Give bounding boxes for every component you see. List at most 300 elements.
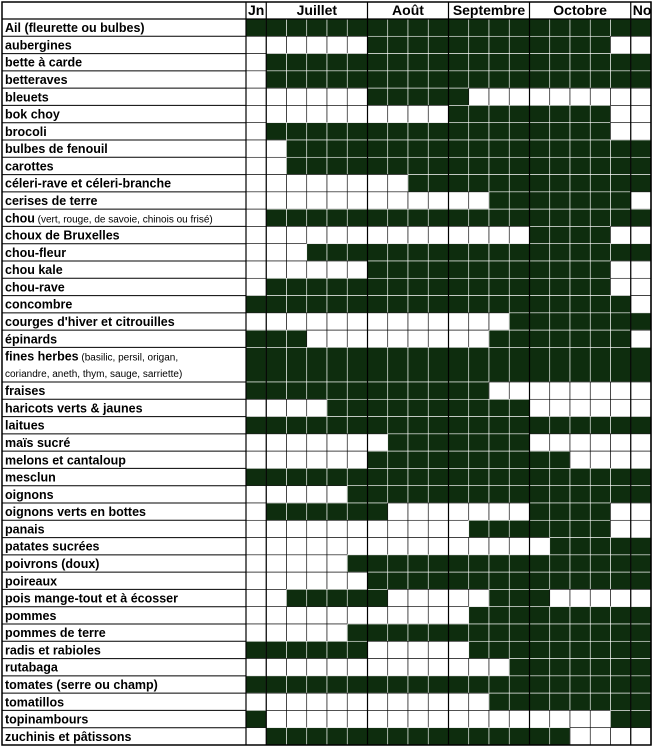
week-cell-unavailable — [570, 382, 590, 399]
week-cell-available — [509, 676, 529, 693]
week-cell-available — [570, 659, 590, 676]
week-cell-available — [570, 347, 590, 382]
week-cell-available — [307, 244, 327, 261]
week-cell-available — [368, 123, 388, 140]
week-cell-available — [408, 123, 428, 140]
week-cell-available — [408, 209, 428, 226]
week-cell-available — [570, 105, 590, 122]
week-cell-unavailable — [287, 175, 307, 192]
week-cell-unavailable — [287, 105, 307, 122]
week-cell-available — [469, 728, 489, 745]
week-cell-available — [509, 19, 529, 36]
week-cell-available — [246, 330, 266, 347]
week-cell-available — [327, 399, 347, 416]
week-cell-unavailable — [246, 140, 266, 157]
week-cell-unavailable — [266, 710, 286, 727]
week-cell-available — [489, 296, 509, 313]
week-cell-available — [287, 330, 307, 347]
week-cell-unavailable — [368, 659, 388, 676]
row-label — [5, 643, 101, 657]
week-cell-unavailable — [449, 313, 469, 330]
week-cell-unavailable — [469, 226, 489, 243]
week-cell-available — [327, 140, 347, 157]
row-label — [5, 557, 99, 571]
row-label — [5, 332, 57, 346]
week-cell-available — [307, 296, 327, 313]
month-label: Juillet — [296, 2, 338, 18]
table-row — [5, 503, 651, 520]
week-cell-unavailable — [449, 520, 469, 537]
week-cell-available — [368, 347, 388, 382]
week-cell-unavailable — [266, 572, 286, 589]
week-cell-unavailable — [246, 589, 266, 606]
week-cell-available — [408, 382, 428, 399]
week-cell-unavailable — [307, 451, 327, 468]
week-cell-available — [550, 175, 570, 192]
week-cell-available — [550, 693, 570, 710]
week-cell-unavailable — [266, 607, 286, 624]
week-cell-available — [368, 36, 388, 53]
week-cell-available — [266, 123, 286, 140]
week-cell-unavailable — [530, 88, 550, 105]
week-cell-available — [550, 296, 570, 313]
week-cell-available — [631, 244, 651, 261]
week-cell-available — [570, 503, 590, 520]
week-cell-available — [428, 261, 448, 278]
week-cell-available — [388, 19, 408, 36]
week-cell-unavailable — [388, 313, 408, 330]
week-cell-available — [590, 175, 610, 192]
week-cell-unavailable — [449, 503, 469, 520]
week-cell-unavailable — [307, 538, 327, 555]
week-cell-unavailable — [428, 313, 448, 330]
row-label — [5, 349, 178, 363]
week-cell-available — [449, 555, 469, 572]
week-cell-available — [550, 624, 570, 641]
week-cell-unavailable — [530, 434, 550, 451]
week-cell-available — [631, 641, 651, 658]
week-cell-available — [509, 278, 529, 295]
table-row — [5, 313, 651, 330]
week-cell-available — [550, 728, 570, 745]
week-cell-available — [449, 244, 469, 261]
week-cell-available — [428, 728, 448, 745]
week-cell-available — [307, 19, 327, 36]
week-cell-unavailable — [408, 693, 428, 710]
week-cell-available — [509, 105, 529, 122]
week-cell-available — [368, 503, 388, 520]
week-cell-unavailable — [408, 226, 428, 243]
week-cell-unavailable — [611, 278, 631, 295]
week-cell-unavailable — [428, 659, 448, 676]
week-cell-unavailable — [307, 192, 327, 209]
week-cell-available — [550, 538, 570, 555]
week-cell-available — [489, 468, 509, 485]
week-cell-unavailable — [611, 503, 631, 520]
week-cell-available — [550, 468, 570, 485]
week-cell-available — [327, 157, 347, 174]
week-cell-available — [489, 19, 509, 36]
week-cell-available — [368, 555, 388, 572]
week-cell-available — [509, 157, 529, 174]
row-label-text: haricots verts & jaunes — [5, 401, 143, 416]
week-cell-unavailable — [287, 693, 307, 710]
week-cell-unavailable — [327, 434, 347, 451]
week-cell-unavailable — [246, 157, 266, 174]
week-cell-available — [611, 54, 631, 71]
week-cell-available — [550, 330, 570, 347]
week-cell-unavailable — [266, 555, 286, 572]
week-cell-available — [570, 244, 590, 261]
week-cell-unavailable — [287, 192, 307, 209]
row-label — [5, 488, 54, 502]
week-cell-available — [590, 468, 610, 485]
week-cell-available — [590, 538, 610, 555]
week-cell-available — [611, 676, 631, 693]
week-cell-available — [590, 105, 610, 122]
week-cell-available — [388, 157, 408, 174]
week-cell-unavailable — [428, 693, 448, 710]
week-cell-available — [469, 676, 489, 693]
week-cell-available — [550, 123, 570, 140]
week-cell-unavailable — [347, 226, 367, 243]
week-cell-available — [570, 693, 590, 710]
row-label-text: chou kale — [5, 263, 63, 278]
week-cell-available — [246, 296, 266, 313]
week-cell-unavailable — [469, 710, 489, 727]
week-cell-available — [287, 157, 307, 174]
month-label: Septembre — [452, 2, 526, 18]
week-cell-unavailable — [489, 710, 509, 727]
week-cell-available — [347, 468, 367, 485]
week-cell-available — [570, 555, 590, 572]
week-cell-unavailable — [590, 434, 610, 451]
week-cell-available — [287, 641, 307, 658]
week-cell-available — [368, 486, 388, 503]
week-cell-unavailable — [246, 209, 266, 226]
week-cell-available — [530, 313, 550, 330]
month-label: Août — [392, 2, 424, 18]
week-cell-available — [590, 140, 610, 157]
week-cell-available — [590, 641, 610, 658]
week-cell-unavailable — [611, 36, 631, 53]
week-cell-available — [428, 36, 448, 53]
week-cell-available — [388, 88, 408, 105]
week-cell-unavailable — [570, 451, 590, 468]
week-cell-unavailable — [428, 538, 448, 555]
week-cell-available — [590, 520, 610, 537]
week-cell-unavailable — [327, 88, 347, 105]
row-label — [5, 73, 68, 87]
week-cell-available — [347, 71, 367, 88]
week-cell-unavailable — [266, 520, 286, 537]
table-row — [5, 140, 651, 157]
week-cell-available — [631, 468, 651, 485]
week-cell-available — [530, 123, 550, 140]
week-cell-available — [509, 54, 529, 71]
week-cell-available — [550, 347, 570, 382]
week-cell-available — [388, 572, 408, 589]
week-cell-unavailable — [327, 538, 347, 555]
row-label — [5, 21, 145, 35]
row-label — [5, 401, 143, 415]
week-cell-unavailable — [408, 192, 428, 209]
week-cell-unavailable — [408, 105, 428, 122]
week-cell-available — [388, 244, 408, 261]
week-cell-available — [287, 123, 307, 140]
week-cell-available — [611, 624, 631, 641]
week-cell-available — [509, 296, 529, 313]
week-cell-available — [408, 434, 428, 451]
week-cell-available — [347, 123, 367, 140]
week-cell-unavailable — [449, 538, 469, 555]
week-cell-unavailable — [449, 607, 469, 624]
week-cell-unavailable — [489, 382, 509, 399]
week-cell-unavailable — [469, 503, 489, 520]
week-cell-unavailable — [287, 88, 307, 105]
week-cell-available — [388, 209, 408, 226]
row-label — [5, 384, 45, 398]
week-cell-unavailable — [611, 589, 631, 606]
week-cell-available — [347, 503, 367, 520]
week-cell-unavailable — [307, 175, 327, 192]
week-cell-available — [246, 382, 266, 399]
week-cell-available — [469, 54, 489, 71]
week-cell-available — [449, 296, 469, 313]
week-cell-unavailable — [408, 641, 428, 658]
week-cell-available — [469, 261, 489, 278]
week-cell-unavailable — [590, 589, 610, 606]
week-cell-unavailable — [246, 313, 266, 330]
week-cell-unavailable — [570, 728, 590, 745]
week-cell-available — [307, 71, 327, 88]
week-cell-unavailable — [246, 105, 266, 122]
week-cell-available — [347, 624, 367, 641]
week-cell-available — [449, 71, 469, 88]
row-label — [5, 315, 175, 329]
week-cell-unavailable — [246, 728, 266, 745]
week-cell-unavailable — [287, 520, 307, 537]
week-cell-available — [347, 244, 367, 261]
week-cell-available — [611, 71, 631, 88]
week-cell-available — [347, 676, 367, 693]
week-cell-unavailable — [631, 382, 651, 399]
week-cell-available — [408, 468, 428, 485]
week-cell-available — [327, 19, 347, 36]
row-label — [5, 298, 72, 312]
week-cell-available — [570, 538, 590, 555]
week-cell-available — [287, 278, 307, 295]
row-label-text: Ail (fleurette ou bulbes) — [5, 21, 145, 36]
week-cell-available — [327, 382, 347, 399]
week-cell-unavailable — [570, 434, 590, 451]
week-cell-unavailable — [570, 88, 590, 105]
week-cell-unavailable — [550, 710, 570, 727]
week-cell-unavailable — [246, 36, 266, 53]
week-cell-available — [530, 589, 550, 606]
week-cell-unavailable — [307, 434, 327, 451]
week-cell-unavailable — [287, 572, 307, 589]
week-cell-available — [509, 140, 529, 157]
row-label — [5, 453, 126, 467]
week-cell-available — [530, 244, 550, 261]
week-cell-unavailable — [408, 313, 428, 330]
week-cell-available — [408, 728, 428, 745]
week-cell-available — [550, 641, 570, 658]
week-cell-unavailable — [408, 589, 428, 606]
row-label-text: fraises — [5, 384, 46, 399]
week-cell-available — [469, 244, 489, 261]
row-label — [5, 211, 213, 225]
week-cell-unavailable — [631, 589, 651, 606]
week-cell-available — [246, 468, 266, 485]
week-cell-available — [469, 624, 489, 641]
week-cell-available — [509, 728, 529, 745]
week-cell-available — [368, 572, 388, 589]
week-cell-available — [509, 486, 529, 503]
week-cell-available — [449, 434, 469, 451]
week-cell-available — [469, 157, 489, 174]
week-cell-available — [550, 417, 570, 434]
week-cell-available — [611, 313, 631, 330]
week-cell-available — [570, 71, 590, 88]
week-cell-available — [631, 313, 651, 330]
week-cell-available — [530, 555, 550, 572]
week-cell-unavailable — [408, 710, 428, 727]
week-cell-available — [550, 244, 570, 261]
week-cell-unavailable — [246, 399, 266, 416]
week-cell-available — [590, 347, 610, 382]
row-label-text: maïs sucré — [5, 436, 71, 450]
week-cell-available — [428, 123, 448, 140]
week-cell-available — [631, 710, 651, 727]
week-cell-available — [489, 278, 509, 295]
week-cell-unavailable — [469, 538, 489, 555]
week-cell-available — [307, 468, 327, 485]
week-cell-available — [530, 105, 550, 122]
week-cell-unavailable — [327, 520, 347, 537]
week-cell-available — [408, 36, 428, 53]
week-cell-available — [590, 676, 610, 693]
week-cell-unavailable — [287, 555, 307, 572]
week-cell-available — [388, 399, 408, 416]
week-cell-available — [368, 382, 388, 399]
week-cell-unavailable — [266, 399, 286, 416]
week-cell-unavailable — [388, 607, 408, 624]
week-cell-available — [449, 624, 469, 641]
week-cell-available — [570, 468, 590, 485]
week-cell-unavailable — [631, 728, 651, 745]
week-cell-available — [530, 486, 550, 503]
row-label-text: épinards — [5, 332, 58, 347]
week-cell-available — [449, 54, 469, 71]
week-cell-unavailable — [570, 710, 590, 727]
week-cell-available — [590, 192, 610, 209]
week-cell-unavailable — [590, 728, 610, 745]
week-cell-unavailable — [368, 175, 388, 192]
table-row — [5, 399, 651, 416]
week-cell-unavailable — [388, 693, 408, 710]
week-cell-unavailable — [246, 693, 266, 710]
month-label: Octobre — [553, 2, 607, 18]
week-cell-available — [530, 330, 550, 347]
row-label — [5, 713, 88, 727]
week-cell-unavailable — [266, 659, 286, 676]
week-cell-available — [287, 417, 307, 434]
week-cell-available — [327, 278, 347, 295]
week-cell-available — [570, 19, 590, 36]
week-cell-available — [530, 572, 550, 589]
week-cell-available — [550, 19, 570, 36]
week-cell-unavailable — [590, 88, 610, 105]
week-cell-available — [408, 486, 428, 503]
row-label-text: poireaux — [5, 574, 58, 589]
week-cell-available — [428, 88, 448, 105]
week-cell-available — [509, 175, 529, 192]
week-cell-available — [611, 572, 631, 589]
week-cell-available — [368, 157, 388, 174]
week-cell-available — [347, 399, 367, 416]
week-cell-available — [489, 555, 509, 572]
week-cell-available — [246, 641, 266, 658]
week-cell-unavailable — [327, 36, 347, 53]
week-cell-available — [449, 261, 469, 278]
week-cell-unavailable — [449, 226, 469, 243]
week-cell-unavailable — [388, 659, 408, 676]
week-cell-available — [449, 382, 469, 399]
week-cell-unavailable — [266, 693, 286, 710]
week-cell-unavailable — [631, 503, 651, 520]
week-cell-available — [469, 434, 489, 451]
week-cell-unavailable — [530, 399, 550, 416]
week-cell-available — [550, 261, 570, 278]
month-label: No — [632, 2, 652, 18]
row-label-text: brocoli — [5, 124, 47, 139]
week-cell-unavailable — [611, 226, 631, 243]
week-cell-unavailable — [611, 105, 631, 122]
week-cell-available — [611, 347, 631, 382]
week-cell-unavailable — [307, 572, 327, 589]
week-cell-available — [347, 157, 367, 174]
week-cell-unavailable — [327, 572, 347, 589]
week-cell-available — [428, 486, 448, 503]
week-cell-unavailable — [246, 226, 266, 243]
week-cell-available — [368, 296, 388, 313]
row-label-text: pommes de terre — [5, 626, 106, 641]
week-cell-available — [428, 296, 448, 313]
week-cell-unavailable — [287, 659, 307, 676]
week-cell-available — [550, 572, 570, 589]
week-cell-available — [530, 157, 550, 174]
week-cell-available — [550, 157, 570, 174]
row-label-text: pommes — [5, 608, 57, 623]
week-cell-available — [631, 572, 651, 589]
week-cell-available — [530, 728, 550, 745]
week-cell-unavailable — [368, 313, 388, 330]
week-cell-available — [489, 624, 509, 641]
week-cell-unavailable — [388, 710, 408, 727]
week-cell-unavailable — [428, 330, 448, 347]
table-row — [5, 451, 651, 468]
week-cell-unavailable — [631, 296, 651, 313]
week-cell-unavailable — [611, 261, 631, 278]
week-cell-available — [570, 36, 590, 53]
week-cell-unavailable — [307, 226, 327, 243]
week-cell-unavailable — [469, 589, 489, 606]
week-cell-available — [327, 244, 347, 261]
week-cell-unavailable — [611, 88, 631, 105]
week-cell-available — [307, 278, 327, 295]
